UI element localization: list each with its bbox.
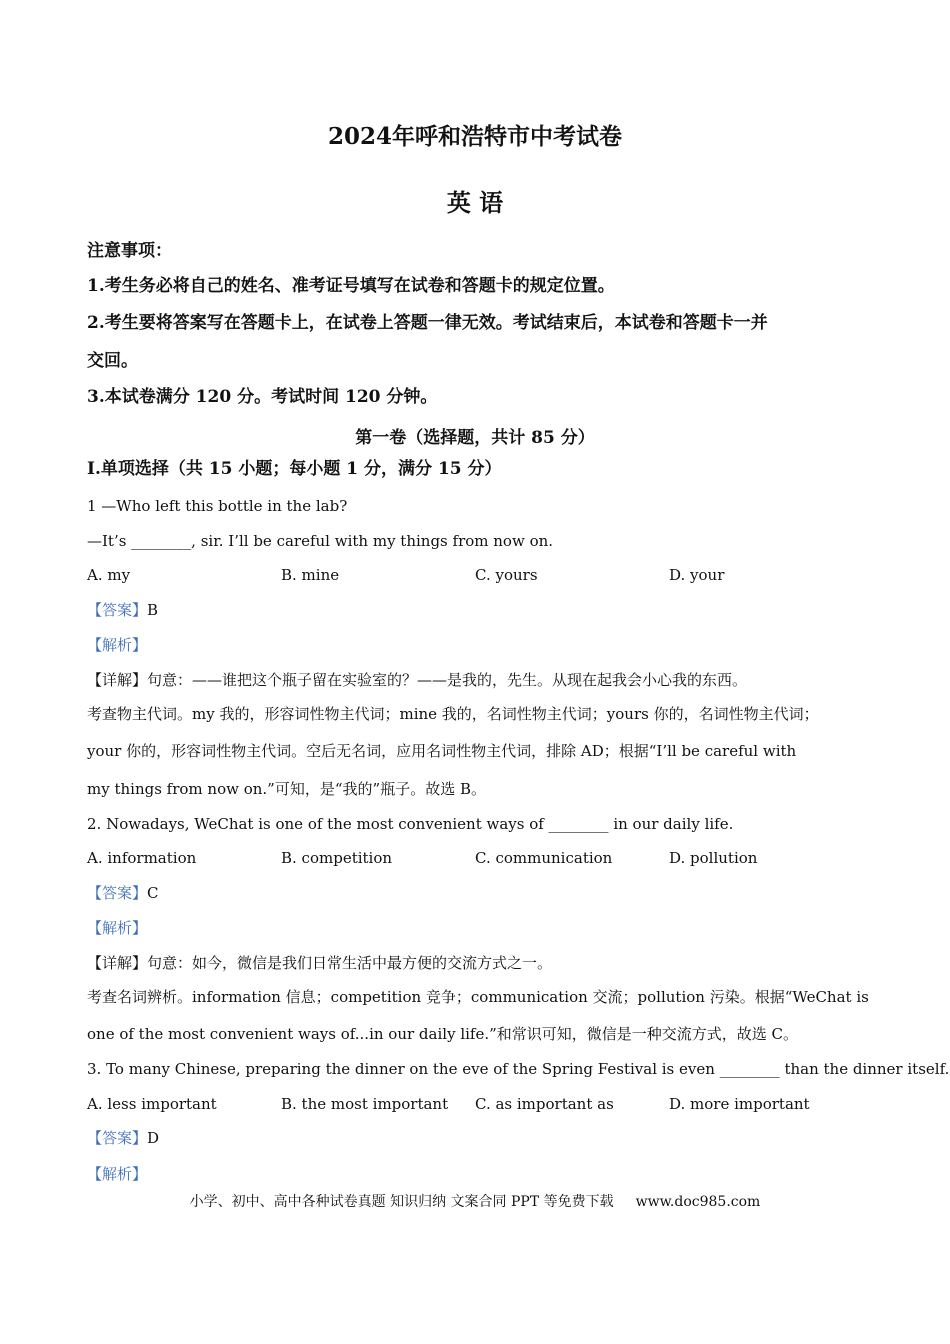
q1-detail (87, 670, 747, 690)
q3-answer-value: D (147, 1129, 160, 1147)
notice-item-1: 1.考生务必将自己的姓名、准考证号填写在试卷和答题卡的规定位置。 (87, 276, 615, 296)
q2-option-a: A. information (87, 849, 197, 867)
q2-answer-value: C (147, 884, 159, 902)
q2-explanation-2: one of the most convenient ways of...in our daily life.”和常识可知，微信是一种交流方式，故选 C。 (87, 1025, 799, 1043)
q1-answer (87, 600, 158, 620)
q1-answer-value: B (147, 601, 159, 619)
notice-item-2: 2.考生要将答案写在答题卡上，在试卷上答题一律无效。考试结束后，本试卷和答题卡一并 (87, 313, 768, 333)
q1-explanation-1: 考查物主代词。my 我的，形容词性物主代词；mine 我的，名词性物主代词；yours 你的，名词性物主代词； (87, 705, 819, 723)
section-title: I.单项选择（共 15 小题；每小题 1 分，满分 15 分） (87, 459, 502, 479)
q1-stem: 1 —Who left this bottle in the lab? (87, 497, 348, 515)
footer-text: 小学、初中、高中各种试卷真题 知识归纳 文案合同 PPT 等免费下载 (189, 1194, 614, 1210)
q1-stem-2: —It’s ________, sir. I’ll be careful with my things from now on. (87, 532, 554, 550)
footer-link[interactable]: www.doc985.com (635, 1194, 761, 1210)
q2-answer (87, 883, 159, 903)
q2-detail (87, 953, 552, 973)
q2-explanation-1: 考查名词辨析。information 信息；competition 竞争；communication 交流；pollution 污染。根据“WeChat is (87, 988, 869, 1006)
q3-stem: 3. To many Chinese, preparing the dinner on the eve of the Spring Festival is even ________ than the dinner itself. (87, 1060, 950, 1078)
subject-title: 英 语 (446, 188, 504, 217)
q1-analysis-label: 【解析】 (87, 636, 148, 654)
part-title: 第一卷（选择题，共计 85 分） (355, 428, 595, 448)
notice-heading: 注意事项： (87, 241, 172, 261)
detail-label: 【详解】 (87, 671, 148, 689)
q2-analysis-label: 【解析】 (87, 919, 148, 937)
exam-title: 2024年呼和浩特市中考试卷 (327, 123, 622, 150)
q1-explanation-2: your 你的，形容词性物主代词。空后无名词，应用名词性物主代词，排除 AD；根据“I’ll be careful with (87, 742, 797, 760)
q2-option-d: D. pollution (669, 849, 758, 867)
q3-option-d: D. more important (669, 1095, 810, 1113)
detail-label: 【详解】 (87, 954, 148, 972)
q3-option-a: A. less important (87, 1095, 217, 1113)
q2-stem: 2. Nowadays, WeChat is one of the most convenient ways of ________ in our daily life. (87, 815, 734, 833)
q1-explanation-3: my things from now on.”可知，是“我的”瓶子。故选 B。 (87, 780, 486, 798)
notice-item-3: 3.本试卷满分 120 分。考试时间 120 分钟。 (87, 387, 438, 407)
q1-option-a: A. my (87, 566, 131, 584)
q3-analysis-label: 【解析】 (87, 1165, 148, 1183)
notice-item-2-cont: 交回。 (87, 351, 138, 371)
q1-option-c: C. yours (475, 566, 538, 584)
q2-option-b: B. competition (281, 849, 393, 867)
q1-option-b: B. mine (281, 566, 340, 584)
q1-option-d: D. your (669, 566, 725, 584)
q3-option-b: B. the most important (281, 1095, 449, 1113)
page-footer (0, 1191, 950, 1211)
q3-option-c: C. as important as (475, 1095, 614, 1113)
answer-label: 【答案】 (87, 601, 148, 619)
q3-answer (87, 1128, 159, 1148)
q2-option-c: C. communication (475, 849, 613, 867)
q2-detail-text: 句意：如今，微信是我们日常生活中最方便的交流方式之一。 (147, 954, 553, 972)
q1-detail-text: 句意：——谁把这个瓶子留在实验室的？——是我的，先生。从现在起我会小心我的东西。 (147, 671, 748, 689)
answer-label: 【答案】 (87, 884, 148, 902)
answer-label: 【答案】 (87, 1129, 148, 1147)
